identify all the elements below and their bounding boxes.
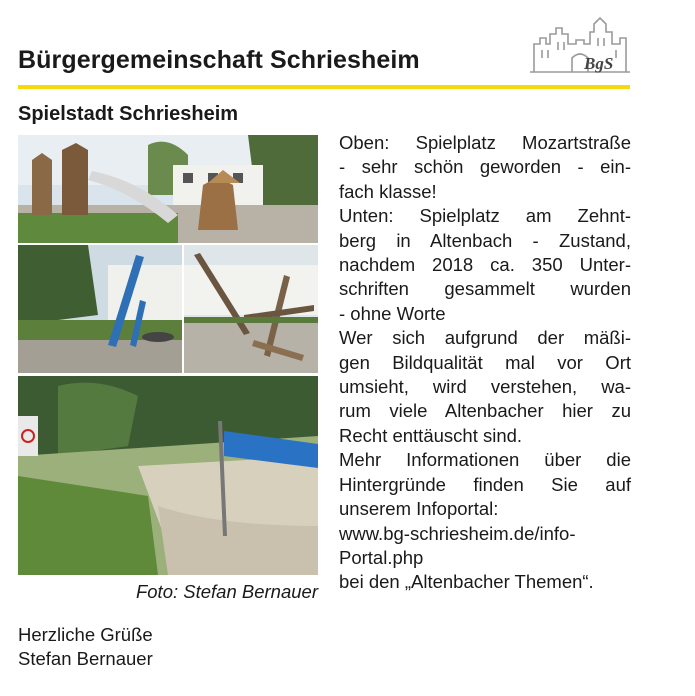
body-line: unserem Infoportal: [339, 498, 499, 520]
body-line-link[interactable]: www.bg-schriesheim.de/info- [339, 522, 576, 544]
bgs-logo [528, 14, 632, 82]
photo-playground-mozartstrasse [18, 135, 318, 243]
body-line: Mehr Informationen über die [339, 449, 631, 471]
body-line: rum viele Altenbacher hier zu [339, 400, 631, 422]
svg-text:BgS: BgS [584, 54, 614, 73]
photo-swing-area [18, 245, 182, 373]
castle-logo-icon [528, 14, 632, 82]
closing-signature: Stefan Bernauer [18, 648, 153, 670]
article-body [339, 131, 631, 595]
body-line: fach klasse! [339, 180, 437, 202]
closing [18, 623, 153, 672]
body-line: Wer sich aufgrund der mäßi- [339, 327, 631, 349]
body-line: schriften gesammelt wurden [339, 278, 631, 300]
body-line: bei den „Altenbacher Themen“. [339, 571, 594, 593]
body-line: Hintergründe finden Sie auf [339, 473, 631, 495]
photo-caption: Foto: Stefan Bernauer [135, 581, 318, 602]
photo-climbing-frame [184, 245, 318, 373]
body-line-link[interactable]: Portal.php [339, 546, 424, 568]
article-title: Spielstadt Schriesheim [18, 103, 239, 125]
body-line: gen Bildqualität mal vor Ort [339, 351, 631, 373]
body-line: Recht enttäuscht sind. [339, 424, 523, 446]
photo-playground-zehntberg [18, 376, 318, 575]
body-line: nachdem 2018 ca. 350 Unter- [339, 254, 631, 276]
body-line: Unten: Spielplatz am Zehnt- [339, 205, 631, 227]
body-line: Oben: Spielplatz Mozartstraße [339, 132, 631, 153]
body-line: - ohne Worte [339, 302, 446, 324]
header-title: Bürgergemeinschaft Schriesheim [18, 46, 420, 74]
body-line: - sehr schön geworden - ein- [339, 156, 631, 178]
header-divider [18, 85, 630, 89]
body-line: umsieht, wird verstehen, wa- [339, 376, 631, 398]
body-line: berg in Altenbach - Zustand, [339, 229, 631, 251]
closing-greeting: Herzliche Grüße [18, 624, 153, 645]
